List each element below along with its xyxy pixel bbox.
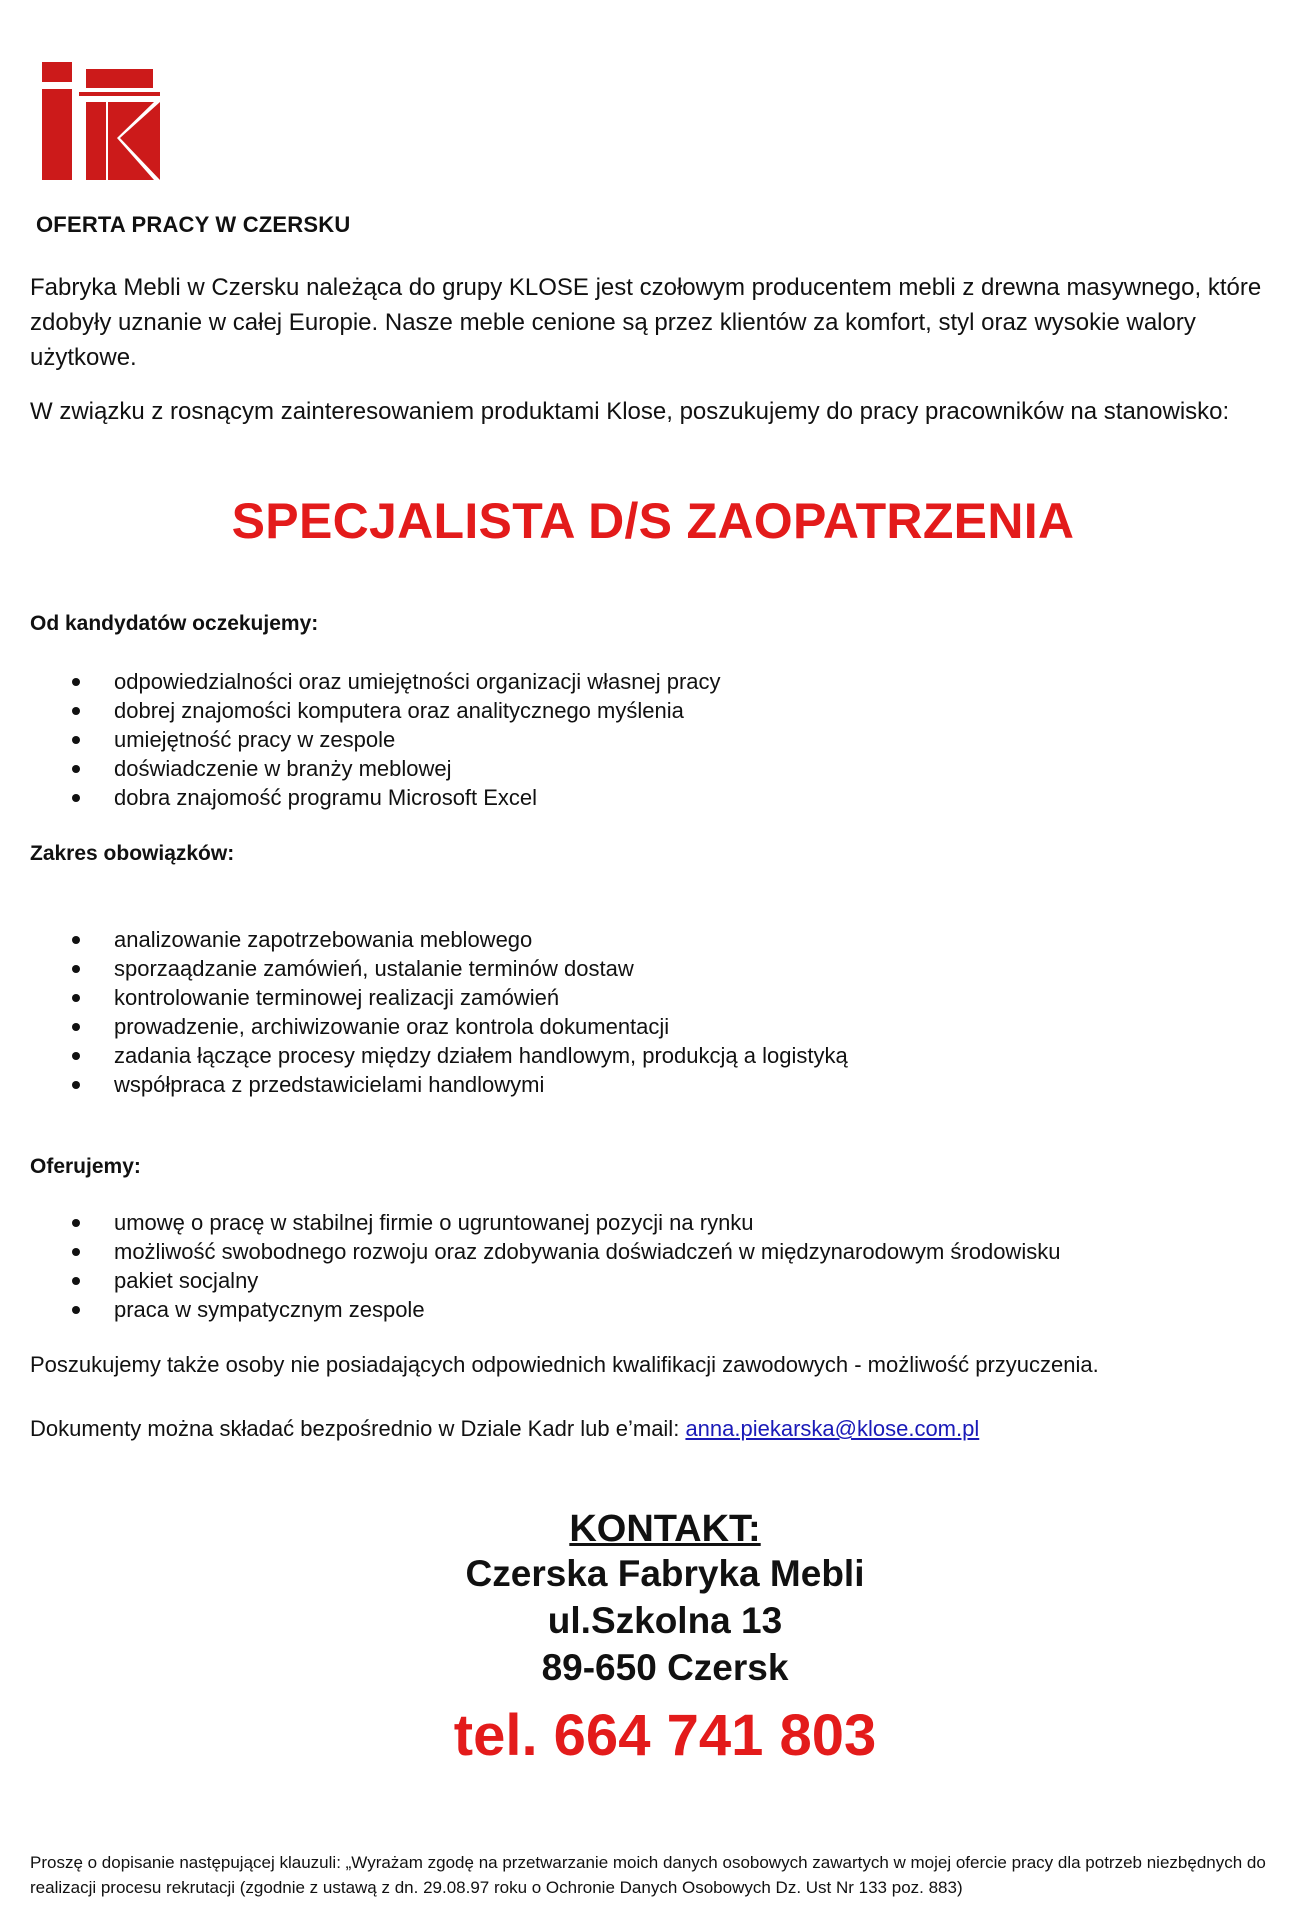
bullet-icon	[72, 736, 80, 744]
bullet-icon	[72, 678, 80, 686]
bullet-icon	[72, 1052, 80, 1060]
consent-clause: Proszę o dopisanie następującej klauzuli: „Wyrażam zgodę na przetwarzanie moich danych osobowych zawartych w mojej ofercie pracy dla potrzeb niezbędnych do realizacji procesu rekrutacji (zgodnie z ustawą z dn. 29.08.97 roku o Ochronie Danych Osobowych Dz. Ust Nr 133 poz. 883)	[30, 1853, 1266, 1897]
list-item: praca w sympatycznym zespole	[72, 1295, 1272, 1324]
list-item: kontrolowanie terminowej realizacji zamówień	[72, 983, 1272, 1012]
contact-street: ul.Szkolna 13	[547, 1600, 783, 1641]
bullet-icon	[72, 965, 80, 973]
intro-paragraph-1: Fabryka Mebli w Czersku należąca do grupy KLOSE jest czołowym producentem mebli z drewna masywnego, które zdobyły uznanie w całej Europie. Nasze meble cenione są przez klientów za komfort, styl oraz wysokie walory użytkowe.	[30, 274, 1262, 371]
bullet-icon	[72, 994, 80, 1002]
duties-list	[72, 925, 1272, 1099]
bullet-icon	[72, 707, 80, 715]
list-item: współpraca z przedstawicielami handlowymi	[72, 1070, 1272, 1099]
list-item: sporzaądzanie zamówień, ustalanie terminów dostaw	[72, 954, 1272, 983]
klose-logo-icon	[42, 62, 160, 180]
offer-title: Oferujemy:	[30, 1155, 141, 1178]
intro-paragraph-2: W związku z rosnącym zainteresowaniem produktami Klose, poszukujemy do pracy pracowników na stanowisko:	[30, 398, 1230, 425]
list-item: prowadzenie, archiwizowanie oraz kontrola dokumentacji	[72, 1012, 1272, 1041]
list-item: doświadczenie w branży meblowej	[72, 754, 1272, 783]
contact-phone: tel. 664 741 803	[453, 1703, 877, 1768]
list-item: zadania łączące procesy między działem handlowym, produkcją a logistyką	[72, 1041, 1272, 1070]
bullet-icon	[72, 1248, 80, 1256]
list-item: pakiet socjalny	[72, 1266, 1272, 1295]
job-title: SPECJALISTA D/S ZAOPATRZENIA	[231, 493, 1075, 549]
list-item: dobra znajomość programu Microsoft Excel	[72, 783, 1272, 812]
contact-city: 89-650 Czersk	[541, 1647, 789, 1688]
list-item: dobrej znajomości komputera oraz analitycznego myślenia	[72, 696, 1272, 725]
list-item: analizowanie zapotrzebowania meblowego	[72, 925, 1272, 954]
list-item: umowę o pracę w stabilnej firmie o ugruntowanej pozycji na rynku	[72, 1208, 1272, 1237]
bullet-icon	[72, 1219, 80, 1227]
bullet-icon	[72, 1023, 80, 1031]
duties-title: Zakres obowiązków:	[30, 842, 235, 865]
contact-title: KONTAKT:	[569, 1508, 761, 1550]
list-item: umiejętność pracy w zespole	[72, 725, 1272, 754]
bullet-icon	[72, 1081, 80, 1089]
offer-heading: OFERTA PRACY W CZERSKU	[36, 212, 351, 237]
contact-company: Czerska Fabryka Mebli	[465, 1553, 865, 1594]
documents-text: Dokumenty można składać bezpośrednio w Dziale Kadr lub e’mail:	[30, 1416, 686, 1441]
requirements-title: Od kandydatów oczekujemy:	[30, 612, 319, 635]
list-item: odpowiedzialności oraz umiejętności organizacji własnej pracy	[72, 667, 1272, 696]
bullet-icon	[72, 765, 80, 773]
list-item: możliwość swobodnego rozwoju oraz zdobywania doświadczeń w międzynarodowym środowisku	[72, 1237, 1272, 1266]
offer-list	[72, 1208, 1272, 1324]
email-link[interactable]: anna.piekarska@klose.com.pl	[685, 1416, 980, 1441]
requirements-list	[72, 667, 1272, 812]
documents-note	[30, 1411, 1280, 1446]
training-note: Poszukujemy także osoby nie posiadających odpowiednich kwalifikacji zawodowych - możliwość przyuczenia.	[30, 1352, 1099, 1377]
bullet-icon	[72, 794, 80, 802]
bullet-icon	[72, 936, 80, 944]
bullet-icon	[72, 1306, 80, 1314]
bullet-icon	[72, 1277, 80, 1285]
